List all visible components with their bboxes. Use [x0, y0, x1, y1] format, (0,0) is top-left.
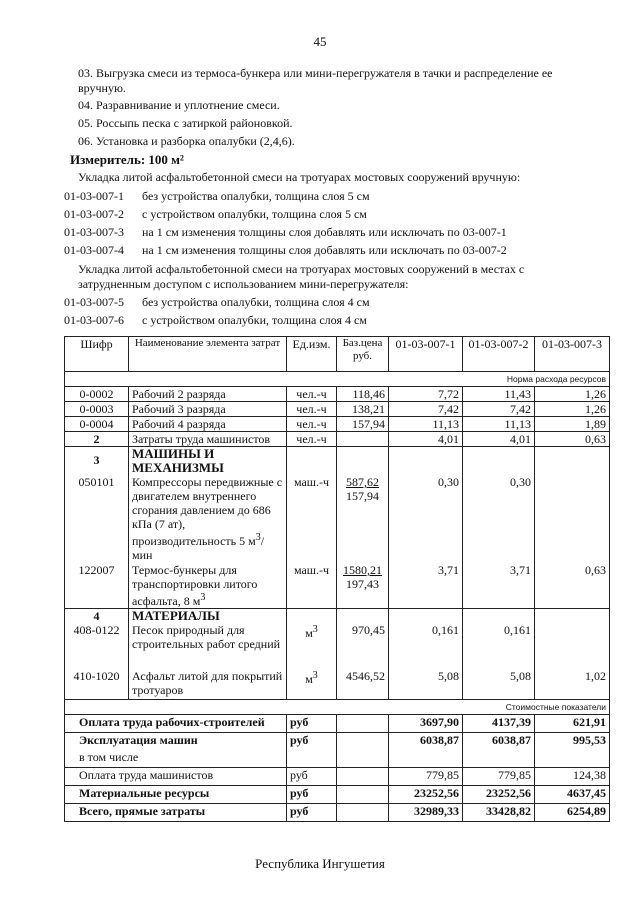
cell-col2: 0,30: [463, 475, 535, 563]
cost-name: Материальные ресурсы: [65, 786, 287, 804]
step-05: 05. Россыпь песка с затиркой районовкой.: [78, 116, 293, 130]
cell-col3: 1,26: [535, 387, 610, 402]
cost-col2: 4137,39: [463, 715, 535, 733]
cell-code: 0-0004: [65, 417, 129, 432]
machine-name: Термос-бункеры для транспортировки литого асфальта, 8 $м^3$: [132, 563, 258, 608]
price-top: 587,62: [346, 475, 379, 489]
cell-unit: маш.-ч: [287, 563, 337, 609]
machine-name: Компрессоры передвижные с двигателем внутреннего сгорания давлением до 686 кПа (7 ат), производительность 5 $м^3$/мин: [132, 475, 283, 562]
cost-unit: руб: [287, 768, 337, 786]
item-text: без устройства опалубки, толщина слоя 5 см: [142, 189, 370, 203]
cost-unit: [287, 750, 337, 768]
cell-col3: 0,63: [535, 432, 610, 447]
cell-price: 118,46: [337, 387, 389, 402]
cell-name: Асфальт литой для покрытий тротуаров: [129, 669, 287, 700]
item-code: 01-03-007-4: [64, 243, 124, 257]
table-row: [65, 623, 610, 669]
table-row-machinists: [65, 432, 610, 447]
cost-unit: руб: [287, 786, 337, 804]
cost-col1: 23252,56: [389, 786, 463, 804]
step-04: 04. Разравнивание и уплотнение смеси.: [78, 98, 280, 112]
cell-col3: 1,89: [535, 417, 610, 432]
cell-col2: 5,08: [463, 669, 535, 700]
header-unit: Ед.изм.: [287, 337, 337, 372]
norm-label-row: [65, 372, 610, 387]
item-text: без устройства опалубки, толщина слоя 4 см: [142, 295, 370, 309]
item-code: 01-03-007-3: [64, 225, 124, 239]
section-code: 3: [65, 447, 129, 476]
cost-unit: руб: [287, 715, 337, 733]
cost-name: Всего, прямые затраты: [65, 804, 287, 822]
cost-col2: 33428,82: [463, 804, 535, 822]
table-row: [65, 563, 610, 609]
cell-code: 408-0122: [65, 623, 129, 669]
group2-item: [64, 295, 370, 310]
cell-name: Рабочий 3 разряда: [129, 402, 287, 417]
cost-row: [65, 750, 610, 768]
cell-code: 2: [65, 432, 129, 447]
cell-col3: 0,63: [535, 563, 610, 609]
cell-price: [337, 432, 389, 447]
group1-title: Укладка литой асфальтобетонной смеси на тротуарах мостовых сооружений вручную:: [78, 170, 521, 184]
price-top: 1580,21: [343, 563, 382, 577]
item-text: на 1 см изменения толщины слоя добавлять или исключать по 03-007-1: [142, 225, 507, 239]
group2-item: [64, 313, 367, 328]
cost-row: [65, 786, 610, 804]
cost-name: Эксплуатация машин: [65, 733, 287, 751]
cost-name: Оплата труда машинистов: [65, 768, 287, 786]
cost-col1: 32989,33: [389, 804, 463, 822]
cost-name: Оплата труда рабочих-строителей: [65, 715, 287, 733]
cell-name: Рабочий 2 разряда: [129, 387, 287, 402]
item-code: 01-03-007-2: [64, 207, 124, 221]
cell-name: [129, 475, 287, 563]
cell-unit: чел.-ч: [287, 387, 337, 402]
section-title: МАТЕРИАЛЫ: [129, 609, 287, 624]
cost-col1: 6038,87: [389, 733, 463, 751]
cell-price: [337, 475, 389, 563]
table-row: [65, 402, 610, 417]
cost-col1: 3697,90: [389, 715, 463, 733]
cost-row: [65, 804, 610, 822]
cell-unit: $м^3$: [287, 669, 337, 700]
cell-col3: 1,26: [535, 402, 610, 417]
table-row: [65, 669, 610, 700]
cell-col1: 3,71: [389, 563, 463, 609]
cost-name: в том числе: [65, 750, 287, 768]
cost-col3: 124,38: [535, 768, 610, 786]
cell-col1: 4,01: [389, 432, 463, 447]
cell-col2: 11,43: [463, 387, 535, 402]
cell-code: 410-1020: [65, 669, 129, 700]
section-machines-row: [65, 447, 610, 476]
page-number: 45: [313, 34, 327, 49]
item-code: 01-03-007-6: [64, 313, 124, 327]
cost-col2: 23252,56: [463, 786, 535, 804]
group1-item: [64, 225, 507, 240]
cell-price: 4546,52: [337, 669, 389, 700]
header-price: Баз.цена руб.: [337, 337, 389, 372]
cell-price: 138,21: [337, 402, 389, 417]
step-03-line1: 03. Выгрузка смеси из термоса-бункера или мини-перегружателя в тачки и распределение ее: [78, 66, 553, 80]
header-col1: 01-03-007-1: [389, 337, 463, 372]
cell-col1: 7,72: [389, 387, 463, 402]
cell-name: Рабочий 4 разряда: [129, 417, 287, 432]
table-header-row: [65, 337, 610, 372]
cell-col2: 7,42: [463, 402, 535, 417]
resource-table: [64, 336, 610, 822]
measurer: Измеритель: 100 м²: [70, 152, 184, 167]
group1-item: [64, 207, 367, 222]
cell-name: Песок природный для строительных работ средний: [129, 623, 287, 669]
cost-col2: 779,85: [463, 768, 535, 786]
cost-col3: [535, 750, 610, 768]
cost-unit: руб: [287, 733, 337, 751]
cost-row: [65, 715, 610, 733]
price-bottom: 157,94: [346, 489, 379, 503]
cost-row: [65, 733, 610, 751]
header-name: Наименование элемента затрат: [129, 337, 287, 372]
group1-item: [64, 189, 370, 204]
cost-label-row: [65, 700, 610, 715]
cost-col3: 995,53: [535, 733, 610, 751]
section-materials-row: [65, 609, 610, 624]
cell-col3: 1,02: [535, 669, 610, 700]
header-col2: 01-03-007-2: [463, 337, 535, 372]
cost-col1: [389, 750, 463, 768]
cell-unit: маш.-ч: [287, 475, 337, 563]
cell-col1: 5,08: [389, 669, 463, 700]
item-text: с устройством опалубки, толщина слоя 5 см: [142, 207, 367, 221]
item-text: на 1 см изменения толщины слоя добавлять или исключать по 03-007-2: [142, 243, 507, 257]
cell-col3: [535, 475, 610, 563]
norm-label: Норма расхода ресурсов: [65, 372, 610, 387]
cost-col3: 6254,89: [535, 804, 610, 822]
item-code: 01-03-007-1: [64, 189, 124, 203]
cell-col1: 0,30: [389, 475, 463, 563]
group1-item: [64, 243, 507, 258]
item-text: с устройством опалубки, толщина слоя 4 см: [142, 313, 367, 327]
cell-col2: 11,13: [463, 417, 535, 432]
step-06: 06. Установка и разборка опалубки (2,4,6).: [78, 134, 295, 148]
cost-unit: руб: [287, 804, 337, 822]
table-row: [65, 417, 610, 432]
cell-price: 970,45: [337, 623, 389, 669]
cell-unit: чел.-ч: [287, 417, 337, 432]
cost-col1: 779,85: [389, 768, 463, 786]
cell-unit: чел.-ч: [287, 432, 337, 447]
table-row: [65, 387, 610, 402]
cost-col3: 4637,45: [535, 786, 610, 804]
section-title: МАШИНЫ И МЕХАНИЗМЫ: [129, 447, 287, 476]
cell-code: 122007: [65, 563, 129, 609]
cell-col1: 0,161: [389, 623, 463, 669]
cost-col2: 6038,87: [463, 733, 535, 751]
header-col3: 01-03-007-3: [535, 337, 610, 372]
cell-price: 157,94: [337, 417, 389, 432]
group2-title-line1: Укладка литой асфальтобетонной смеси на тротуарах мостовых сооружений в местах с: [78, 262, 525, 276]
cell-unit: $м^3$: [287, 623, 337, 669]
step-03-line2: вручную.: [78, 81, 126, 95]
cell-name: Затраты труда машинистов: [129, 432, 287, 447]
page-footer: Республика Ингушетия: [255, 856, 385, 871]
price-bottom: 197,43: [346, 577, 379, 591]
cell-code: 050101: [65, 475, 129, 563]
cell-col2: 3,71: [463, 563, 535, 609]
cost-col2: [463, 750, 535, 768]
cell-name: [129, 563, 287, 609]
cell-col1: 11,13: [389, 417, 463, 432]
item-code: 01-03-007-5: [64, 295, 124, 309]
cell-col2: 4,01: [463, 432, 535, 447]
cell-price: [337, 563, 389, 609]
cost-col3: 621,91: [535, 715, 610, 733]
cell-col2: 0,161: [463, 623, 535, 669]
section-code: 4: [65, 609, 129, 624]
cell-col3: [535, 623, 610, 669]
cost-row: [65, 768, 610, 786]
cell-code: 0-0003: [65, 402, 129, 417]
cell-col1: 7,42: [389, 402, 463, 417]
header-code: Шифр: [65, 337, 129, 372]
cell-unit: чел.-ч: [287, 402, 337, 417]
cost-label: Стоимостные показатели: [65, 700, 610, 715]
group2-title-line2: затрудненным доступом с использованием мини-перегружателя:: [78, 277, 409, 291]
cell-code: 0-0002: [65, 387, 129, 402]
table-row: [65, 475, 610, 563]
